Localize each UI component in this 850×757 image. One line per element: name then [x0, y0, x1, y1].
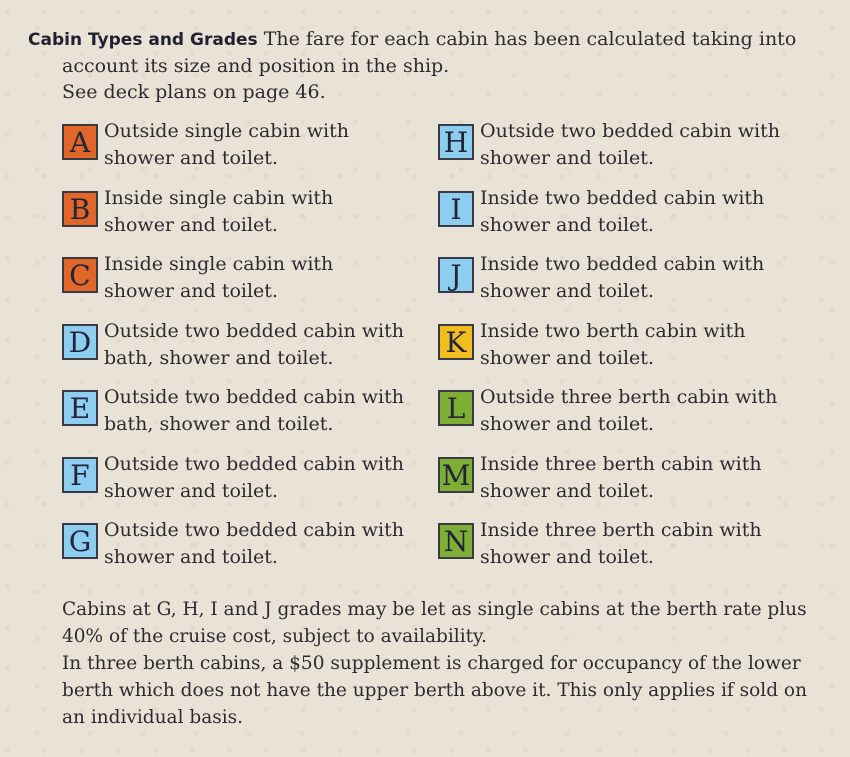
grade-description-line1: Inside two bedded cabin with	[480, 186, 765, 209]
grade-badge: F	[62, 457, 98, 493]
grade-c	[62, 251, 442, 311]
grade-description	[480, 517, 820, 571]
grade-f	[62, 451, 442, 511]
grade-description-line2: shower and toilet.	[480, 413, 654, 435]
grade-description	[104, 517, 444, 571]
grade-k	[438, 318, 818, 378]
grade-d	[62, 318, 442, 378]
grade-badge: J	[438, 257, 474, 293]
grade-n	[438, 517, 818, 577]
grade-l	[438, 384, 818, 444]
deck-plans-reference: See deck plans on page 46.	[62, 81, 326, 103]
grade-description	[104, 451, 444, 505]
grade-badge: K	[438, 324, 474, 360]
grade-description	[480, 318, 820, 372]
grade-badge: H	[438, 124, 474, 160]
grade-description-line1: Inside two berth cabin with	[480, 319, 746, 342]
grade-badge: A	[62, 124, 98, 160]
grade-b	[62, 185, 442, 245]
grade-description-line2: shower and toilet.	[480, 280, 654, 302]
grade-description-line1: Outside two bedded cabin with	[104, 319, 404, 342]
intro-text-line2: account its size and position in the ship.	[62, 55, 450, 77]
single-occupancy-note: Cabins at G, H, I and J grades may be let as single cabins at the berth rate plus 40% of the cruise cost, subject to availability.	[62, 599, 807, 647]
grade-badge: M	[438, 457, 474, 493]
grade-description-line2: shower and toilet.	[480, 479, 654, 502]
grade-description	[104, 318, 444, 372]
grade-description-line1: Inside three berth cabin with	[480, 519, 762, 541]
intro-paragraph	[28, 26, 828, 105]
grade-badge: L	[438, 390, 474, 426]
grade-h	[438, 118, 818, 178]
section-heading: Cabin Types and Grades	[28, 30, 258, 50]
grade-description-line2: shower and toilet.	[104, 280, 278, 302]
grade-badge: C	[62, 257, 98, 293]
intro-text: The fare for each cabin has been calculated taking into	[263, 28, 797, 50]
grade-badge: G	[62, 523, 98, 559]
grade-description	[480, 251, 820, 305]
grade-g	[62, 517, 442, 577]
grade-badge: N	[438, 523, 474, 559]
grade-description-line2: shower and toilet.	[480, 213, 654, 236]
grade-description	[480, 185, 820, 239]
grade-description-line1: Inside single cabin with	[104, 186, 334, 209]
grade-description	[104, 118, 444, 172]
grade-description-line1: Outside two bedded cabin with	[104, 386, 404, 408]
grade-description-line1: Outside two bedded cabin with	[104, 452, 404, 475]
grade-description-line1: Inside three berth cabin with	[480, 452, 762, 475]
grade-description	[480, 118, 820, 172]
grade-description-line2: shower and toilet.	[480, 346, 654, 369]
grade-description	[480, 384, 820, 438]
grade-i	[438, 185, 818, 245]
grade-description-line1: Outside three berth cabin with	[480, 386, 778, 408]
grade-badge: I	[438, 191, 474, 227]
grade-description-line2: bath, shower and toilet.	[104, 346, 334, 369]
grade-description-line2: shower and toilet.	[104, 479, 278, 502]
grade-e	[62, 384, 442, 444]
grade-description-line1: Outside two bedded cabin with	[104, 519, 404, 541]
grade-j	[438, 251, 818, 311]
grade-badge: D	[62, 324, 98, 360]
grade-badge: B	[62, 191, 98, 227]
grade-description-line2: shower and toilet.	[104, 546, 278, 568]
grade-description-line1: Outside single cabin with	[104, 120, 350, 142]
grade-description-line2: shower and toilet.	[104, 213, 278, 236]
grade-badge: E	[62, 390, 98, 426]
grade-description-line1: Inside single cabin with	[104, 253, 334, 275]
grade-description-line2: bath, shower and toilet.	[104, 413, 334, 435]
notes	[62, 596, 827, 731]
grade-description-line1: Outside two bedded cabin with	[480, 120, 780, 142]
grade-description	[104, 185, 444, 239]
three-berth-note: In three berth cabins, a $50 supplement is charged for occupancy of the lower berth which does not have the upper berth above it. This only applies if sold on an individual basis.	[62, 653, 807, 728]
grade-description	[480, 451, 820, 505]
grade-description-line1: Inside two bedded cabin with	[480, 253, 765, 275]
grade-description-line2: shower and toilet.	[480, 147, 654, 169]
grade-m	[438, 451, 818, 511]
grade-description	[104, 251, 444, 305]
grade-a	[62, 118, 442, 178]
grade-description	[104, 384, 444, 438]
grade-description-line2: shower and toilet.	[104, 147, 278, 169]
grade-description-line2: shower and toilet.	[480, 546, 654, 568]
